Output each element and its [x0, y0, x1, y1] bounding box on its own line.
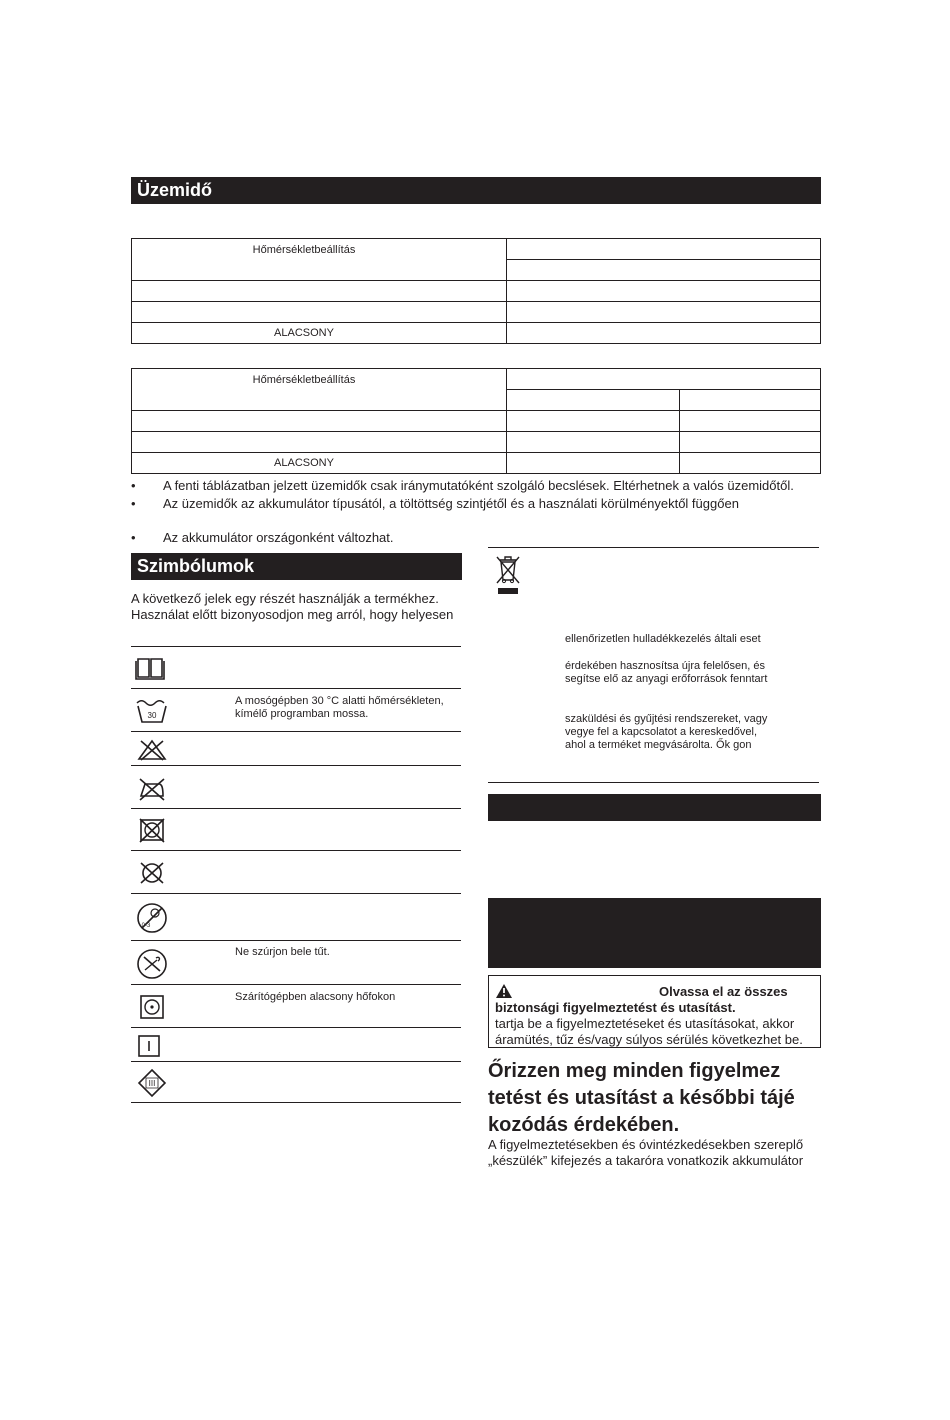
runtime-table-1: [131, 238, 821, 344]
no-dry-clean-icon: [135, 859, 169, 887]
weee-bottom-rule: [488, 782, 819, 783]
section-title-symbols: [131, 553, 462, 580]
dark-bar-2: [488, 898, 821, 968]
wash-30-icon: [135, 697, 169, 725]
symbol-text: Ne szúrjon bele tűt.: [235, 946, 330, 958]
weee-line: szaküldési és gyűjtési rendszereket, vagy: [565, 713, 768, 725]
table2-cell: [680, 432, 821, 453]
symbol-row-class-iii: [131, 1061, 461, 1103]
keep-heading-line: tetést és utasítást a későbbi tájé: [488, 1087, 795, 1109]
symbol-row-book: [131, 646, 461, 689]
age-restriction-icon: [135, 902, 169, 934]
symbol-row-age: [131, 893, 461, 941]
table2-low-label: ALACSONY: [132, 453, 507, 474]
symbol-row-no-dry-clean: [131, 850, 461, 894]
symbol-text: Szárítógépben alacsony hőfokon: [235, 991, 396, 1003]
table1-cell: [132, 302, 507, 323]
table1-cell: [507, 239, 821, 260]
bullet-dot: •: [131, 478, 136, 493]
symbol-row-class-ii: [131, 1027, 461, 1062]
keep-text-line: „készülék” kifejezés a takaróra vonatkozik akkumulátor: [488, 1153, 804, 1168]
weee-top-rule: [488, 547, 819, 548]
keep-heading-line: Őrizzen meg minden figyelmez: [488, 1060, 781, 1082]
symbol-row-wash: [131, 688, 461, 732]
keep-heading-line: kozódás érdekében.: [488, 1114, 680, 1136]
warning-line: áramütés, tűz és/vagy súlyos sérülés következhet be.: [495, 1032, 803, 1047]
table1-low-label: ALACSONY: [132, 323, 507, 344]
table2-cell: [132, 432, 507, 453]
runtime-table-2: [131, 368, 821, 474]
bullet-text: Az üzemidők az akkumulátor típusától, a töltöttség szintjétől és a használati körülményektől függően: [163, 496, 739, 511]
age-label: 0-3: [141, 923, 151, 929]
table1-cell: [507, 281, 821, 302]
table2-cell: [507, 411, 680, 432]
keep-instructions-text: [488, 1137, 803, 1169]
table2-cell: [680, 390, 821, 411]
table1-cell: [507, 323, 821, 344]
table1-cell: [507, 302, 821, 323]
table2-cell: [507, 390, 680, 411]
no-pin-icon: [135, 948, 169, 980]
section-title-runtime-text: Üzemidő: [137, 180, 213, 200]
weee-line: ahol a terméket megvásárolta. Ők gon: [565, 739, 752, 751]
table2-header: [132, 369, 507, 411]
table2-cell: [680, 453, 821, 474]
table1-cell: [507, 260, 821, 281]
table2-cell: [507, 453, 680, 474]
no-bleach-icon: [135, 738, 169, 762]
dark-bar-1: [488, 794, 821, 821]
weee-line: segítse elő az anyagi erőforrások fenntart: [565, 673, 768, 685]
section-title-runtime: [131, 177, 821, 204]
keep-text-line: A figyelmeztetésekben és óvintézkedésekben szereplő: [488, 1137, 804, 1152]
table2-cell: [507, 369, 821, 390]
symbol-text: A mosógépben 30 °C alatti hőmérsékleten, kímélő programban mossa.: [235, 695, 444, 720]
symbol-row-no-tumble-dry: [131, 808, 461, 851]
table1-header-text: Hőmérsékletbeállítás: [252, 244, 356, 256]
symbols-intro: [131, 591, 471, 623]
symbols-intro-line: Használat előtt bizonyosodjon meg arról, hogy helyesen: [131, 607, 454, 622]
weee-bin-icon: [494, 554, 522, 596]
symbol-row-no-iron: [131, 765, 461, 809]
bullet-dot: •: [131, 530, 136, 545]
class-ii-icon: [135, 1034, 169, 1058]
symbol-row-tumble-dry-low: [131, 984, 461, 1028]
table2-cell: [680, 411, 821, 432]
bullet-dot: •: [131, 496, 136, 511]
table1-header: [132, 239, 507, 281]
safety-warning-box: [488, 975, 821, 1048]
weee-line: vegye fel a kapcsolatot a kereskedővel,: [565, 726, 758, 738]
wash-30-label: 30: [147, 711, 157, 720]
warning-bold-2: biztonsági figyelmeztetést és utasítást.: [495, 1000, 736, 1015]
keep-instructions-heading: [488, 1058, 795, 1139]
warning-line: tartja be a figyelmeztetéseket és utasításokat, akkor: [495, 1016, 795, 1031]
weee-line: érdekében hasznosítsa újra felelősen, és: [565, 660, 765, 672]
warning-triangle-icon: [495, 983, 513, 999]
class-iii-label: III: [148, 1079, 156, 1088]
warning-bold-1: Olvassa el az összes: [659, 984, 788, 999]
bullet-text: Az akkumulátor országonként változhat.: [163, 530, 394, 545]
no-tumble-dry-icon: [135, 816, 169, 844]
weee-line: ellenőrizetlen hulladékkezelés általi eset: [565, 633, 761, 645]
table2-cell: [507, 432, 680, 453]
symbol-row-no-bleach: [131, 731, 461, 766]
book-icon: [135, 655, 165, 681]
table2-header-text: Hőmérsékletbeállítás: [252, 374, 356, 386]
symbol-row-no-pin: [131, 940, 461, 985]
symbols-intro-line: A következő jelek egy részét használják a termékhez.: [131, 591, 439, 606]
table2-cell: [132, 411, 507, 432]
class-iii-icon: [135, 1068, 169, 1098]
section-title-symbols-text: Szimbólumok: [137, 556, 255, 576]
tumble-dry-low-icon: [135, 993, 169, 1021]
no-iron-icon: [135, 776, 169, 802]
table1-cell: [132, 281, 507, 302]
bullet-text: A fenti táblázatban jelzett üzemidők csak iránymutatóként szolgáló becslések. Eltérhetnek a valós üzemidőtől.: [163, 478, 794, 493]
